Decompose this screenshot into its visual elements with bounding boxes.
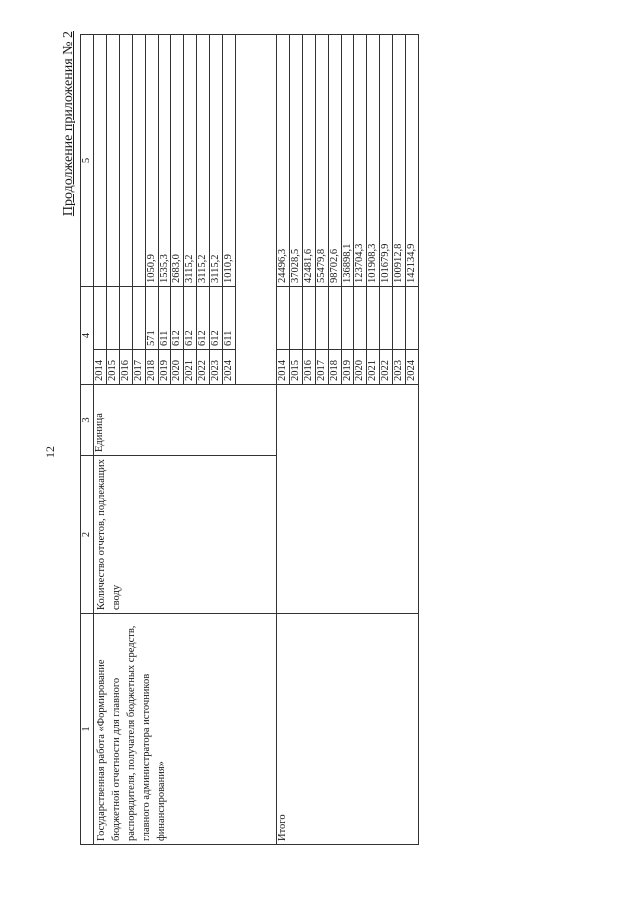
year-cell: 2018 <box>145 350 158 385</box>
year-cell: 2022 <box>380 350 393 385</box>
total-value-cell: 55479,8 <box>315 35 328 287</box>
value-cell: 3115,2 <box>197 35 210 287</box>
count-cell <box>106 287 119 350</box>
total-value-cell: 37028,5 <box>289 35 302 287</box>
total-value-cell: 101908,3 <box>367 35 380 287</box>
count-cell: 612 <box>197 287 210 350</box>
year-cell: 2019 <box>158 350 171 385</box>
table-row <box>276 35 289 845</box>
year-cell: 2016 <box>302 350 315 385</box>
appendix-table <box>80 34 419 845</box>
year-cell: 2017 <box>132 350 145 385</box>
total-value-cell: 101679,9 <box>380 35 393 287</box>
year-cell: 2014 <box>276 350 289 385</box>
year-cell: 2018 <box>328 350 341 385</box>
total-value-cell: 142134,9 <box>406 35 419 287</box>
year-cell: 2021 <box>367 350 380 385</box>
year-cell: 2023 <box>393 350 406 385</box>
count-cell <box>276 287 289 350</box>
column-header: 5 <box>81 35 94 287</box>
value-cell: 3115,2 <box>184 35 197 287</box>
year-cell: 2019 <box>341 350 354 385</box>
value-cell: 3115,2 <box>210 35 223 287</box>
count-cell <box>393 287 406 350</box>
year-cell: 2020 <box>171 350 184 385</box>
count-cell <box>132 287 145 350</box>
year-cell: 2020 <box>354 350 367 385</box>
year-cell: 2024 <box>223 350 236 385</box>
rotated-page <box>60 25 560 845</box>
count-cell <box>380 287 393 350</box>
year-cell: 2024 <box>406 350 419 385</box>
total-value-cell: 136898,1 <box>341 35 354 287</box>
count-cell: 611 <box>223 287 236 350</box>
count-cell <box>315 287 328 350</box>
year-cell: 2015 <box>289 350 302 385</box>
empty-cell <box>235 35 276 385</box>
table-row <box>94 35 107 845</box>
year-cell: 2016 <box>119 350 132 385</box>
count-cell <box>94 287 107 350</box>
count-cell <box>354 287 367 350</box>
total-value-cell: 98702,6 <box>328 35 341 287</box>
year-cell: 2017 <box>315 350 328 385</box>
total-value-cell: 123704,3 <box>354 35 367 287</box>
total-label-cell: Итого <box>276 614 418 845</box>
header-row <box>81 35 94 845</box>
value-cell: 1010,9 <box>223 35 236 287</box>
empty-cell <box>276 385 418 614</box>
column-header: 2 <box>81 456 94 614</box>
count-cell <box>406 287 419 350</box>
year-cell: 2021 <box>184 350 197 385</box>
count-cell <box>341 287 354 350</box>
count-cell: 571 <box>145 287 158 350</box>
indicator-cell: Количество отчетов, подлежащих своду <box>94 456 277 614</box>
work-name-cell: Государственная работа «Формирование бюджетной отчетности для главного распорядителя, получателя бюджетных средств, главного администратора источников финансирования» <box>94 614 277 845</box>
count-cell: 612 <box>210 287 223 350</box>
count-cell <box>302 287 315 350</box>
value-cell: 1535,3 <box>158 35 171 287</box>
count-cell: 611 <box>158 287 171 350</box>
year-cell: 2023 <box>210 350 223 385</box>
value-cell: 2683,0 <box>171 35 184 287</box>
count-cell <box>328 287 341 350</box>
value-cell <box>106 35 119 287</box>
count-cell <box>119 287 132 350</box>
column-header: 4 <box>81 287 94 385</box>
continuation-title: Продолжение приложения № 2 <box>61 31 76 217</box>
unit-cell: Единица <box>94 385 277 456</box>
page-number: 12 <box>43 446 57 458</box>
count-cell: 612 <box>184 287 197 350</box>
count-cell: 612 <box>171 287 184 350</box>
count-cell <box>367 287 380 350</box>
value-cell <box>94 35 107 287</box>
year-cell: 2015 <box>106 350 119 385</box>
column-header: 1 <box>81 614 94 845</box>
value-cell: 1050,9 <box>145 35 158 287</box>
value-cell <box>119 35 132 287</box>
value-cell <box>132 35 145 287</box>
total-value-cell: 100912,8 <box>393 35 406 287</box>
total-value-cell: 24496,3 <box>276 35 289 287</box>
column-header: 3 <box>81 385 94 456</box>
year-cell: 2014 <box>94 350 107 385</box>
total-value-cell: 42481,6 <box>302 35 315 287</box>
year-cell: 2022 <box>197 350 210 385</box>
count-cell <box>289 287 302 350</box>
